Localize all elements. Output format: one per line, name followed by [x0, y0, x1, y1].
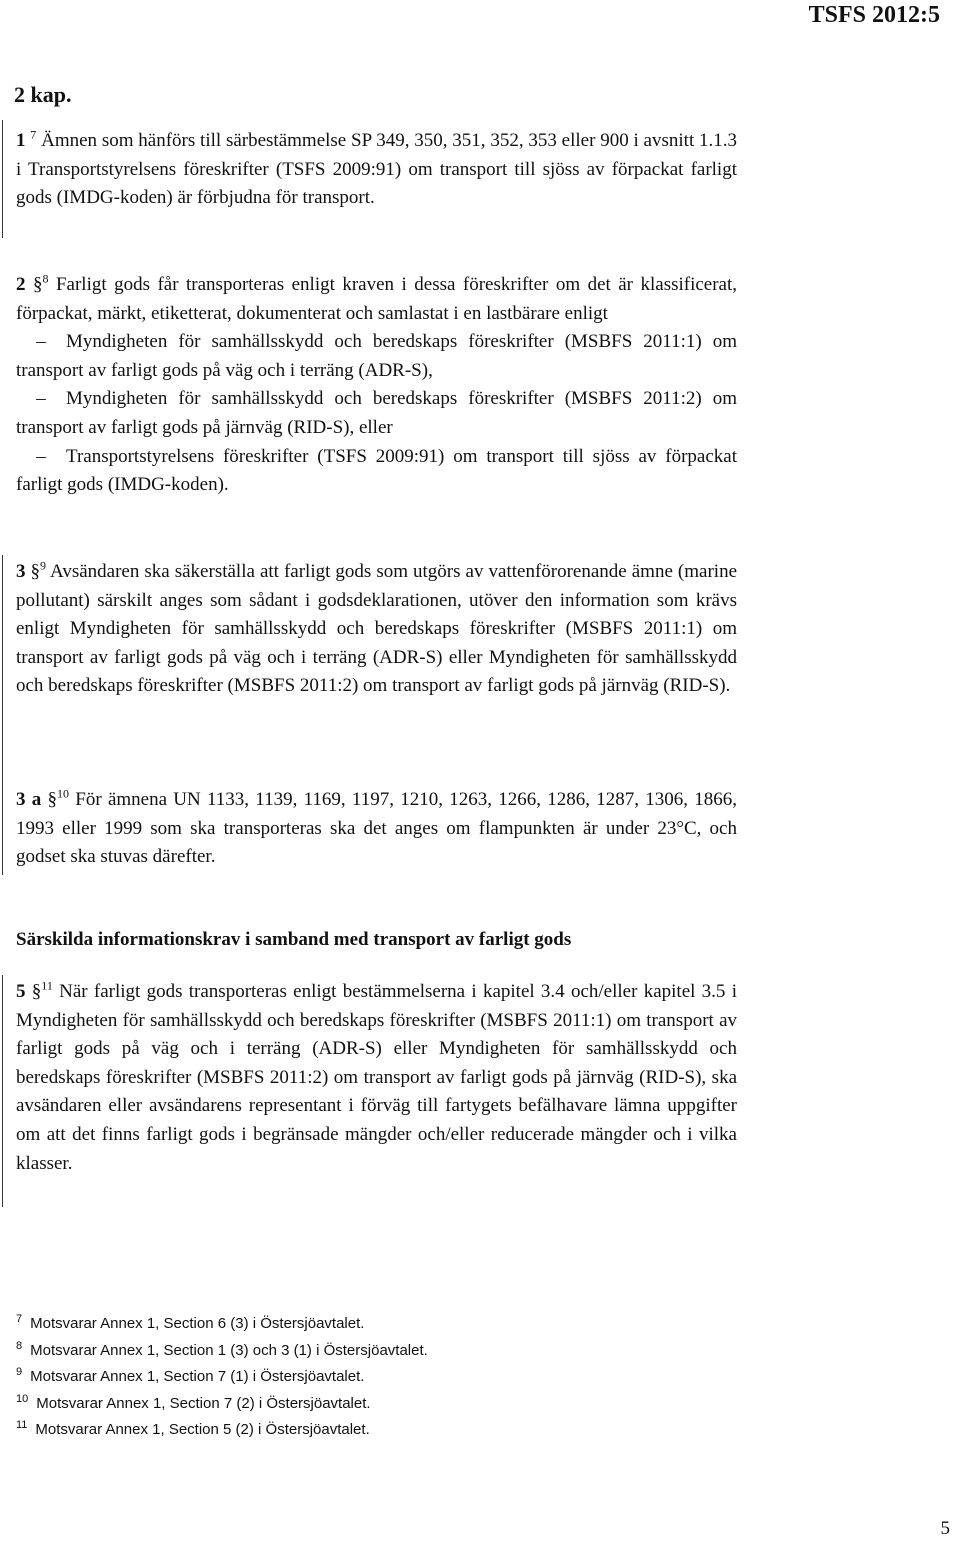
- footnote-ref: 9: [40, 558, 47, 573]
- paragraph-text: Avsändaren ska säkerställa att farligt gods som utgörs av vattenförorenande ämne (marine pollutant) särskilt anges som sådant i godsdeklarationen, utöver den information som krävs enligt Myndigheten för samhällsskydd och beredskaps föreskrifter (MSBFS 2011:1) om transport av farligt gods på väg och i terräng (ADR-S) eller Myndigheten för samhällsskydd och beredskaps föreskrifter (MSBFS 2011:2) om transport av farligt gods på järnväg (RID-S).: [16, 561, 738, 697]
- footnote: [16, 1338, 428, 1365]
- paragraph-number: 5: [16, 981, 26, 1002]
- paragraph-3a: [16, 786, 737, 872]
- change-bar: [2, 975, 3, 1207]
- chapter-title: 2 kap.: [14, 82, 72, 107]
- footnote: [16, 1364, 428, 1391]
- footnote-text: Motsvarar Annex 1, Section 5 (2) i Östersjöavtalet.: [35, 1421, 370, 1438]
- change-bar: [2, 555, 3, 875]
- footnote-ref: 11: [41, 978, 53, 993]
- section-sign: §: [30, 561, 41, 582]
- paragraph-2: [16, 271, 737, 500]
- paragraph-number: 2: [16, 274, 26, 295]
- footnote-ref: 8: [42, 271, 49, 286]
- footnote: [16, 1311, 428, 1338]
- list-item-text: Myndigheten för samhällsskydd och beredskaps föreskrifter (MSBFS 2011:1) om transport av farligt gods på väg och i terräng (ADR-S),: [16, 331, 737, 381]
- list-item: [16, 328, 737, 385]
- document-id: TSFS 2012:5: [808, 2, 940, 28]
- footnote-number: 10: [16, 1392, 29, 1405]
- footnote-text: Motsvarar Annex 1, Section 6 (3) i Östersjöavtalet.: [30, 1315, 365, 1332]
- footnote-text: Motsvarar Annex 1, Section 1 (3) och 3 (1) i Östersjöavtalet.: [30, 1341, 428, 1359]
- dash-bullet: –: [36, 331, 46, 353]
- footnote-text: Motsvarar Annex 1, Section 7 (2) i Östersjöavtalet.: [36, 1394, 371, 1412]
- footnote-number: 11: [16, 1419, 28, 1431]
- paragraph-text: Ämnen som hänförs till särbestämmelse SP 349, 350, 351, 352, 353 eller 900 i avsnitt 1.1.3 i Transportstyrelsens föreskrifter (TSFS 2009:91) om transport till sjöss av förpackat farligt gods (IMDG-koden) är förbjudna för transport.: [16, 130, 738, 209]
- dash-bullet: –: [36, 388, 46, 410]
- section-sign: §: [31, 981, 42, 1002]
- footnote-number: 8: [16, 1339, 23, 1352]
- paragraph-5: [16, 978, 737, 1178]
- footnote-ref: 7: [30, 127, 37, 142]
- paragraph-1: [16, 127, 737, 213]
- paragraph-text: För ämnena UN 1133, 1139, 1169, 1197, 1210, 1263, 1266, 1286, 1287, 1306, 1866, 1993 eller 1999 som ska transporteras ska det anges om flampunkten är under 23°C, och godset ska stuvas därefter.: [16, 789, 738, 868]
- footnote-text: Motsvarar Annex 1, Section 7 (1) i Östersjöavtalet.: [30, 1368, 365, 1385]
- footnote: [16, 1417, 428, 1444]
- paragraph-number: 3 a: [16, 789, 42, 810]
- section-sign: §: [32, 274, 43, 295]
- footnote-ref: 10: [57, 786, 70, 801]
- dash-bullet: –: [36, 445, 46, 467]
- section-subheading: Särskilda informationskrav i samband med transport av farligt gods: [16, 929, 572, 950]
- footnote-number: 7: [16, 1313, 23, 1325]
- footnotes: [16, 1311, 428, 1444]
- paragraph-number: 1: [16, 130, 26, 151]
- list-item: [16, 443, 737, 500]
- change-bar: [2, 120, 3, 238]
- list-item-text: Myndigheten för samhällsskydd och beredskaps föreskrifter (MSBFS 2011:2) om transport av farligt gods på järnväg (RID-S), eller: [16, 388, 737, 438]
- footnote-number: 9: [16, 1366, 23, 1378]
- section-sign: §: [47, 789, 58, 810]
- paragraph-text: Farligt gods får transporteras enligt kraven i dessa föreskrifter om det är klassificerat, förpackat, märkt, etiketterat, dokumenterat och samlastat i en lastbärare enligt: [16, 274, 738, 324]
- paragraph-3: [16, 558, 737, 701]
- list-item: [16, 385, 737, 442]
- page-number: 5: [940, 1518, 950, 1539]
- list-item-text: Transportstyrelsens föreskrifter (TSFS 2009:91) om transport till sjöss av förpackat farligt gods (IMDG-koden).: [16, 445, 737, 496]
- paragraph-number: 3: [16, 561, 26, 582]
- footnote: [16, 1391, 428, 1418]
- paragraph-text: När farligt gods transporteras enligt bestämmelserna i kapitel 3.4 och/eller kapitel 3.5 i Myndigheten för samhällsskydd och beredskaps föreskrifter (MSBFS 2011:1) om transport av farligt gods på väg och i terräng (ADR-S) eller Myndigheten för samhällsskydd och beredskaps föreskrifter (MSBFS 2011:2) om transport av farligt gods på järnväg (RID-S), ska avsändaren eller avsändarens representant i förväg till fartygets befälhavare lämna uppgifter om att det finns farligt gods i begränsade mängder och/eller reducerade mängder och i vilka klasser.: [16, 981, 737, 1174]
